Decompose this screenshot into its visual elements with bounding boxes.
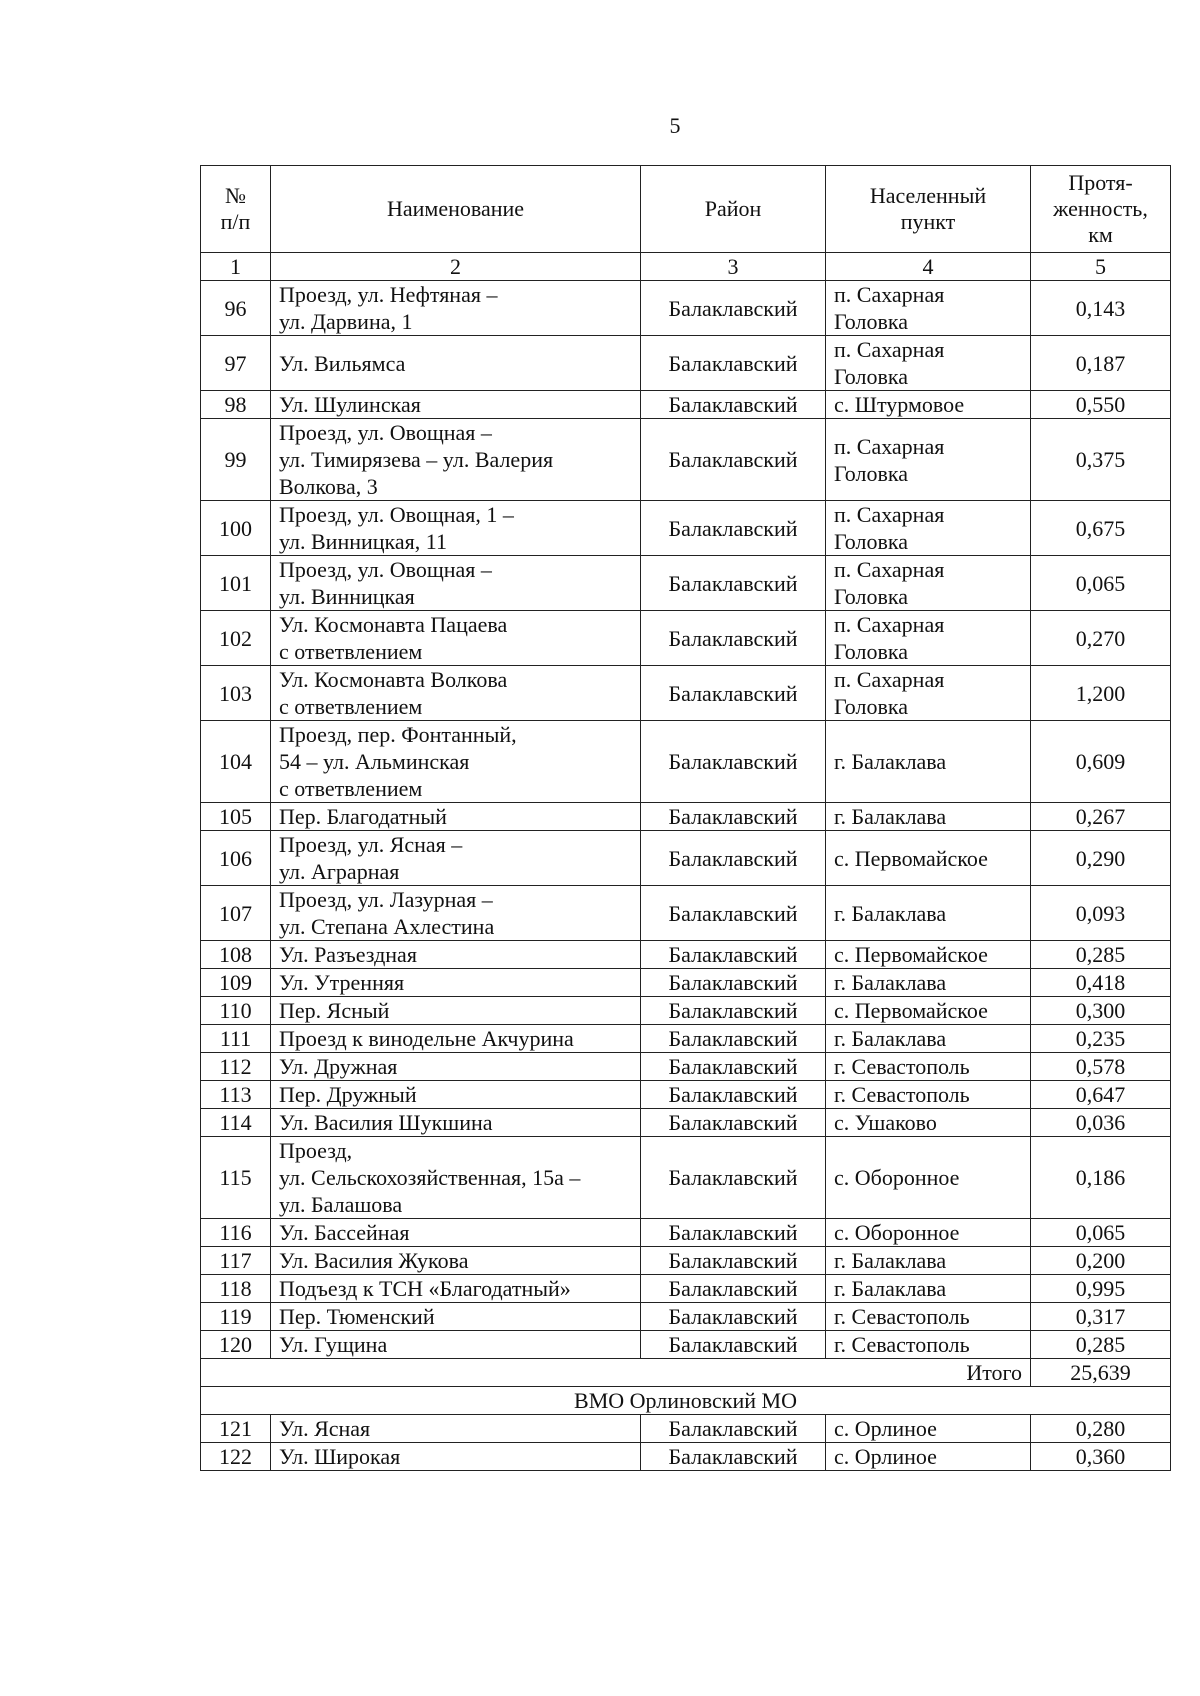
column-number: 3 [641,253,826,281]
row-length: 0,280 [1031,1415,1171,1443]
header-number-label: № п/п [220,183,251,234]
section-title: ВМО Орлиновский МО [201,1387,1171,1415]
row-length: 0,065 [1031,556,1171,611]
header-district-label: Район [704,196,762,221]
row-number: 101 [201,556,271,611]
row-name: Ул. Дружная [271,1053,641,1081]
row-district: Балаклавский [641,831,826,886]
table-row [201,556,1171,611]
row-district: Балаклавский [641,721,826,803]
row-place: п. Сахарная Головка [826,281,1031,336]
table-row [201,419,1171,501]
row-length: 0,647 [1031,1081,1171,1109]
table-row [201,997,1171,1025]
total-section [201,1359,1171,1415]
row-district: Балаклавский [641,1025,826,1053]
header-length [1031,166,1171,253]
row-place: с. Оборонное [826,1137,1031,1219]
row-length: 0,360 [1031,1443,1171,1471]
row-number: 122 [201,1443,271,1471]
row-number: 111 [201,1025,271,1053]
main-rows [201,281,1171,1359]
row-district: Балаклавский [641,941,826,969]
row-number: 118 [201,1275,271,1303]
row-number: 100 [201,501,271,556]
row-district: Балаклавский [641,1137,826,1219]
row-name: Ул. Космонавта Волкова с ответвлением [271,666,641,721]
row-name: Ул. Василия Жукова [271,1247,641,1275]
table-row [201,611,1171,666]
table-row [201,886,1171,941]
row-place: п. Сахарная Головка [826,501,1031,556]
total-row [201,1359,1171,1387]
row-district: Балаклавский [641,391,826,419]
row-district: Балаклавский [641,611,826,666]
row-district: Балаклавский [641,1303,826,1331]
row-name: Проезд, ул. Овощная – ул. Тимирязева – ул. Валерия Волкова, 3 [271,419,641,501]
row-number: 102 [201,611,271,666]
row-number: 109 [201,969,271,997]
row-name: Ул. Бассейная [271,1219,641,1247]
row-number: 117 [201,1247,271,1275]
row-number: 113 [201,1081,271,1109]
row-length: 0,609 [1031,721,1171,803]
column-number: 1 [201,253,271,281]
table-row [201,1219,1171,1247]
row-district: Балаклавский [641,1331,826,1359]
row-number: 108 [201,941,271,969]
row-length: 0,995 [1031,1275,1171,1303]
row-place: г. Балаклава [826,721,1031,803]
row-length: 0,187 [1031,336,1171,391]
row-district: Балаклавский [641,1219,826,1247]
table-row [201,803,1171,831]
header-name-label: Наименование [386,196,525,221]
row-district: Балаклавский [641,336,826,391]
column-number: 2 [271,253,641,281]
table-row [201,666,1171,721]
row-name: Подъезд к ТСН «Благодатный» [271,1275,641,1303]
header-place [826,166,1031,253]
header-row [201,166,1171,253]
row-district: Балаклавский [641,1247,826,1275]
row-place: с. Первомайское [826,831,1031,886]
page-number: 5 [669,113,681,138]
table-row [201,941,1171,969]
row-name: Ул. Вильямса [271,336,641,391]
row-length: 0,317 [1031,1303,1171,1331]
table-row [201,501,1171,556]
table-row [201,1137,1171,1219]
row-name: Проезд, ул. Сельскохозяйственная, 15а – ул. Балашова [271,1137,641,1219]
column-number-row [201,253,1171,281]
row-place: п. Сахарная Головка [826,666,1031,721]
row-district: Балаклавский [641,666,826,721]
row-place: с. Штурмовое [826,391,1031,419]
header-name [271,166,641,253]
row-length: 0,285 [1031,1331,1171,1359]
row-length: 0,418 [1031,969,1171,997]
row-number: 97 [201,336,271,391]
row-length: 0,235 [1031,1025,1171,1053]
row-place: с. Ушаково [826,1109,1031,1137]
row-name: Ул. Широкая [271,1443,641,1471]
row-name: Проезд, ул. Лазурная – ул. Степана Ахлестина [271,886,641,941]
row-place: с. Оборонное [826,1219,1031,1247]
row-number: 119 [201,1303,271,1331]
row-length: 0,270 [1031,611,1171,666]
row-name: Проезд, ул. Ясная – ул. Аграрная [271,831,641,886]
row-number: 99 [201,419,271,501]
row-place: г. Балаклава [826,803,1031,831]
row-place: п. Сахарная Головка [826,611,1031,666]
row-place: с. Первомайское [826,997,1031,1025]
row-number: 114 [201,1109,271,1137]
row-number: 104 [201,721,271,803]
table-row [201,1025,1171,1053]
table-row [201,969,1171,997]
row-name: Ул. Шулинская [271,391,641,419]
row-place: г. Севастополь [826,1053,1031,1081]
row-length: 0,143 [1031,281,1171,336]
row-length: 0,186 [1031,1137,1171,1219]
row-district: Балаклавский [641,1415,826,1443]
row-name: Пер. Дружный [271,1081,641,1109]
row-place: г. Балаклава [826,886,1031,941]
roads-table [200,165,1171,1471]
row-district: Балаклавский [641,501,826,556]
row-place: г. Севастополь [826,1081,1031,1109]
row-number: 96 [201,281,271,336]
row-length: 0,267 [1031,803,1171,831]
table-row [201,1303,1171,1331]
table-row [201,336,1171,391]
row-length: 0,285 [1031,941,1171,969]
row-name: Проезд, ул. Нефтяная – ул. Дарвина, 1 [271,281,641,336]
row-district: Балаклавский [641,886,826,941]
row-name: Ул. Василия Шукшина [271,1109,641,1137]
row-district: Балаклавский [641,281,826,336]
row-number: 120 [201,1331,271,1359]
row-district: Балаклавский [641,419,826,501]
row-place: с. Орлиное [826,1415,1031,1443]
table-row [201,1053,1171,1081]
row-place: г. Балаклава [826,1275,1031,1303]
row-name: Пер. Благодатный [271,803,641,831]
row-name: Пер. Тюменский [271,1303,641,1331]
total-label: Итого [201,1359,1031,1387]
table-row [201,1331,1171,1359]
row-name: Ул. Ясная [271,1415,641,1443]
row-place: г. Балаклава [826,1025,1031,1053]
row-district: Балаклавский [641,1275,826,1303]
table-row [201,1109,1171,1137]
row-number: 112 [201,1053,271,1081]
row-length: 0,290 [1031,831,1171,886]
row-place: г. Балаклава [826,969,1031,997]
section-rows [201,1415,1171,1471]
column-number: 4 [826,253,1031,281]
row-name: Ул. Разъездная [271,941,641,969]
row-number: 110 [201,997,271,1025]
row-name: Проезд, ул. Овощная – ул. Винницкая [271,556,641,611]
row-number: 107 [201,886,271,941]
header-number [201,166,271,253]
table-row [201,1081,1171,1109]
table-row [201,1415,1171,1443]
row-name: Ул. Гущина [271,1331,641,1359]
row-number: 103 [201,666,271,721]
header-length-label: Протя- женность, км [1053,170,1148,247]
row-length: 0,578 [1031,1053,1171,1081]
row-name: Проезд, пер. Фонтанный, 54 – ул. Альминская с ответвлением [271,721,641,803]
row-place: г. Балаклава [826,1247,1031,1275]
table-row [201,721,1171,803]
row-length: 0,675 [1031,501,1171,556]
header-place-label: Населенный пункт [869,183,987,234]
row-district: Балаклавский [641,803,826,831]
table-row [201,1247,1171,1275]
table-row [201,1443,1171,1471]
row-number: 121 [201,1415,271,1443]
row-place: с. Орлиное [826,1443,1031,1471]
row-number: 116 [201,1219,271,1247]
row-district: Балаклавский [641,556,826,611]
row-length: 0,036 [1031,1109,1171,1137]
table-row [201,1275,1171,1303]
row-place: п. Сахарная Головка [826,336,1031,391]
section-row [201,1387,1171,1415]
row-number: 105 [201,803,271,831]
row-name: Пер. Ясный [271,997,641,1025]
header-district [641,166,826,253]
row-name: Ул. Утренняя [271,969,641,997]
row-length: 0,300 [1031,997,1171,1025]
row-number: 115 [201,1137,271,1219]
row-number: 106 [201,831,271,886]
table-row [201,281,1171,336]
row-place: с. Первомайское [826,941,1031,969]
row-district: Балаклавский [641,1081,826,1109]
row-district: Балаклавский [641,1053,826,1081]
row-place: п. Сахарная Головка [826,556,1031,611]
row-length: 1,200 [1031,666,1171,721]
total-value: 25,639 [1031,1359,1171,1387]
row-name: Проезд, ул. Овощная, 1 – ул. Винницкая, 11 [271,501,641,556]
row-length: 0,093 [1031,886,1171,941]
row-length: 0,550 [1031,391,1171,419]
column-number: 5 [1031,253,1171,281]
row-name: Проезд к винодельне Акчурина [271,1025,641,1053]
row-name: Ул. Космонавта Пацаева с ответвлением [271,611,641,666]
table-row [201,391,1171,419]
row-district: Балаклавский [641,1443,826,1471]
row-number: 98 [201,391,271,419]
row-district: Балаклавский [641,997,826,1025]
row-length: 0,200 [1031,1247,1171,1275]
row-place: п. Сахарная Головка [826,419,1031,501]
row-district: Балаклавский [641,969,826,997]
table-row [201,831,1171,886]
row-length: 0,375 [1031,419,1171,501]
row-place: г. Севастополь [826,1303,1031,1331]
row-length: 0,065 [1031,1219,1171,1247]
row-district: Балаклавский [641,1109,826,1137]
row-place: г. Севастополь [826,1331,1031,1359]
